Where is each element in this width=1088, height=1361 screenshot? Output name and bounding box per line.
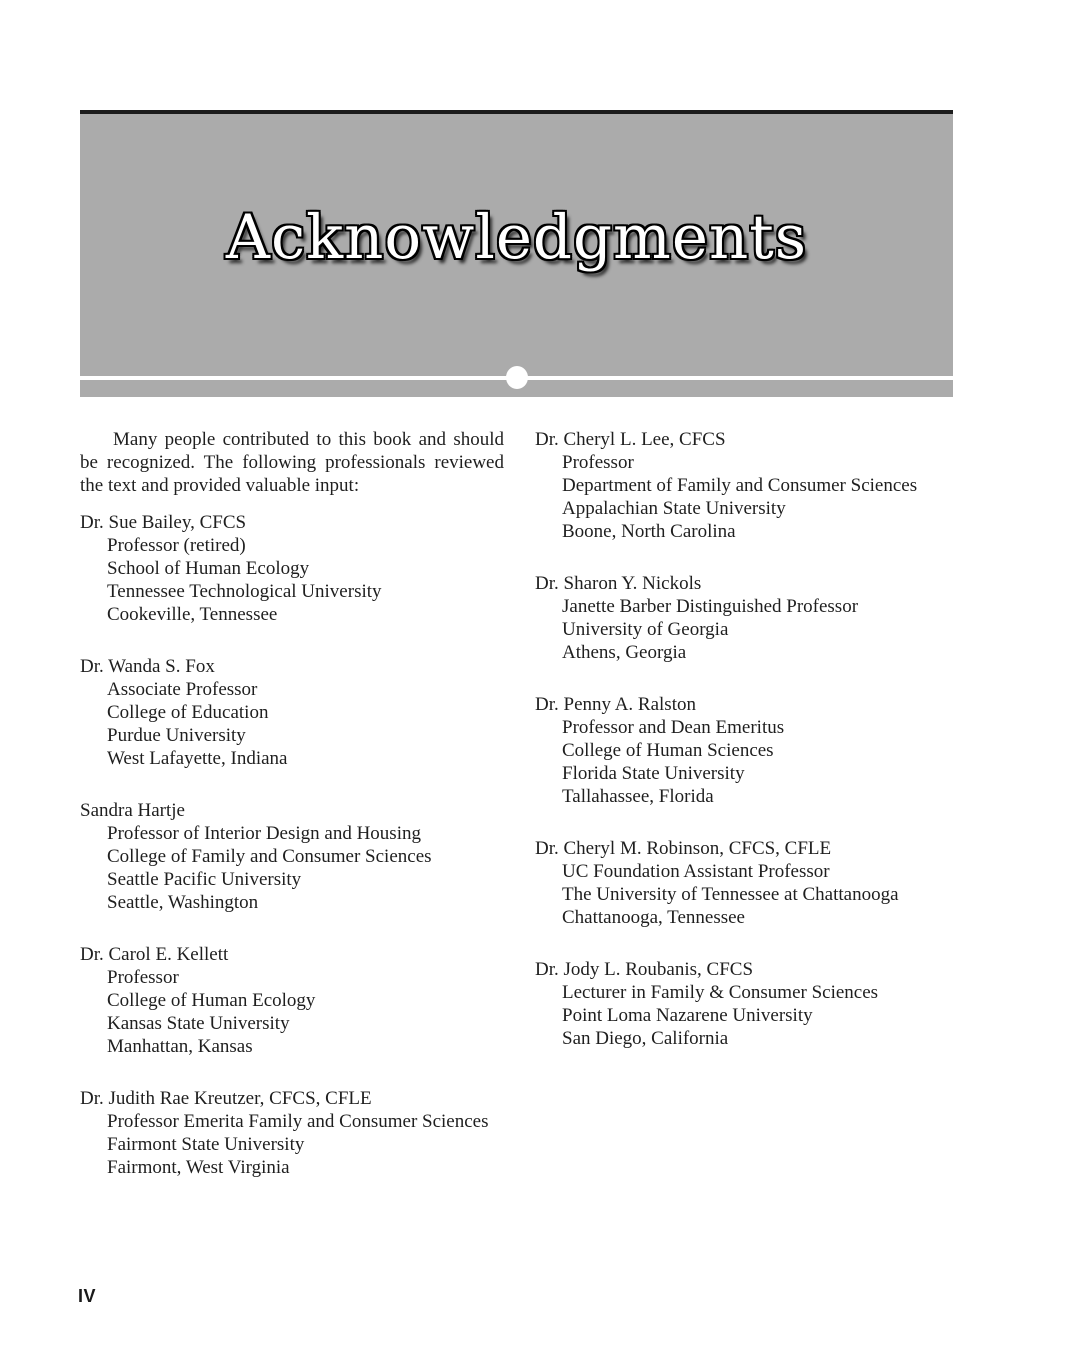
reviewer-detail: Fairmont, West Virginia (107, 1157, 290, 1178)
reviewer-detail: School of Human Ecology (107, 558, 310, 579)
reviewer-detail: College of Education (107, 702, 269, 723)
reviewer-detail: College of Family and Consumer Sciences (107, 846, 432, 867)
reviewer-detail: Professor (107, 967, 179, 988)
reviewer-name: Dr. Sue Bailey, CFCS (80, 512, 247, 533)
reviewer-detail: Florida State University (562, 763, 745, 784)
reviewer-list-left (80, 511, 504, 1179)
reviewer-detail: Associate Professor (107, 679, 258, 700)
reviewer-entry (80, 943, 504, 1058)
reviewer-detail: Janette Barber Distinguished Professor (562, 596, 859, 617)
reviewer-detail: Lecturer in Family & Consumer Sciences (562, 982, 879, 1003)
reviewer-detail: Professor (retired) (107, 535, 246, 556)
reviewer-detail: Professor of Interior Design and Housing (107, 823, 421, 844)
reviewer-entry (80, 655, 504, 770)
reviewer-detail: College of Human Sciences (562, 740, 774, 761)
reviewer-detail: Appalachian State University (562, 498, 786, 519)
reviewer-entry (535, 572, 963, 664)
page-number: IV (78, 1286, 97, 1306)
page-title: Acknowledgments (225, 202, 808, 273)
reviewer-detail: Department of Family and Consumer Sciences (562, 475, 918, 496)
reviewer-detail: Chattanooga, Tennessee (562, 907, 745, 928)
reviewer-name: Dr. Jody L. Roubanis, CFCS (535, 959, 754, 980)
reviewer-name: Dr. Cheryl M. Robinson, CFCS, CFLE (535, 838, 832, 859)
intro-paragraph: Many people contributed to this book and should be recognized. The following professionals reviewed the text and provided valuable input: (80, 429, 504, 496)
reviewer-entry (80, 799, 504, 914)
reviewer-detail: Tennessee Technological University (107, 581, 382, 602)
reviewer-detail: Fairmont State University (107, 1134, 305, 1155)
reviewer-detail: Professor Emerita Family and Consumer Sciences (107, 1111, 489, 1132)
reviewer-detail: Professor and Dean Emeritus (562, 717, 785, 738)
reviewer-detail: Point Loma Nazarene University (562, 1005, 813, 1026)
reviewer-detail: Seattle Pacific University (107, 869, 302, 890)
reviewer-detail: Seattle, Washington (107, 892, 259, 913)
reviewer-detail: Cookeville, Tennessee (107, 604, 278, 625)
reviewer-detail: Purdue University (107, 725, 246, 746)
reviewer-detail: Athens, Georgia (562, 642, 687, 663)
reviewer-detail: Boone, North Carolina (562, 521, 736, 542)
reviewer-detail: Tallahassee, Florida (562, 786, 714, 807)
reviewer-name: Dr. Penny A. Ralston (535, 694, 696, 715)
reviewer-detail: College of Human Ecology (107, 990, 316, 1011)
left-column (80, 428, 504, 1208)
reviewer-entry (535, 837, 963, 929)
reviewer-detail: University of Georgia (562, 619, 729, 640)
reviewer-detail: West Lafayette, Indiana (107, 748, 288, 769)
reviewer-detail: The University of Tennessee at Chattanooga (562, 884, 899, 905)
reviewer-name: Dr. Cheryl L. Lee, CFCS (535, 429, 726, 450)
right-column (535, 428, 963, 1079)
reviewer-name: Sandra Hartje (80, 800, 185, 821)
reviewer-name: Dr. Sharon Y. Nickols (535, 573, 702, 594)
reviewer-entry (80, 511, 504, 626)
reviewer-detail: San Diego, California (562, 1028, 729, 1049)
banner-center-dot (506, 366, 528, 389)
reviewer-detail: Professor (562, 452, 634, 473)
reviewer-list-right (535, 428, 963, 1050)
reviewer-name: Dr. Carol E. Kellett (80, 944, 229, 965)
reviewer-detail: Manhattan, Kansas (107, 1036, 253, 1057)
reviewer-detail: UC Foundation Assistant Professor (562, 861, 830, 882)
reviewer-name: Dr. Wanda S. Fox (80, 656, 215, 677)
reviewer-name: Dr. Judith Rae Kreutzer, CFCS, CFLE (80, 1088, 372, 1109)
reviewer-entry (535, 693, 963, 808)
reviewer-entry (535, 428, 963, 543)
title-banner (80, 110, 953, 397)
reviewer-detail: Kansas State University (107, 1013, 290, 1034)
reviewer-entry (535, 958, 963, 1050)
reviewer-entry (80, 1087, 504, 1179)
